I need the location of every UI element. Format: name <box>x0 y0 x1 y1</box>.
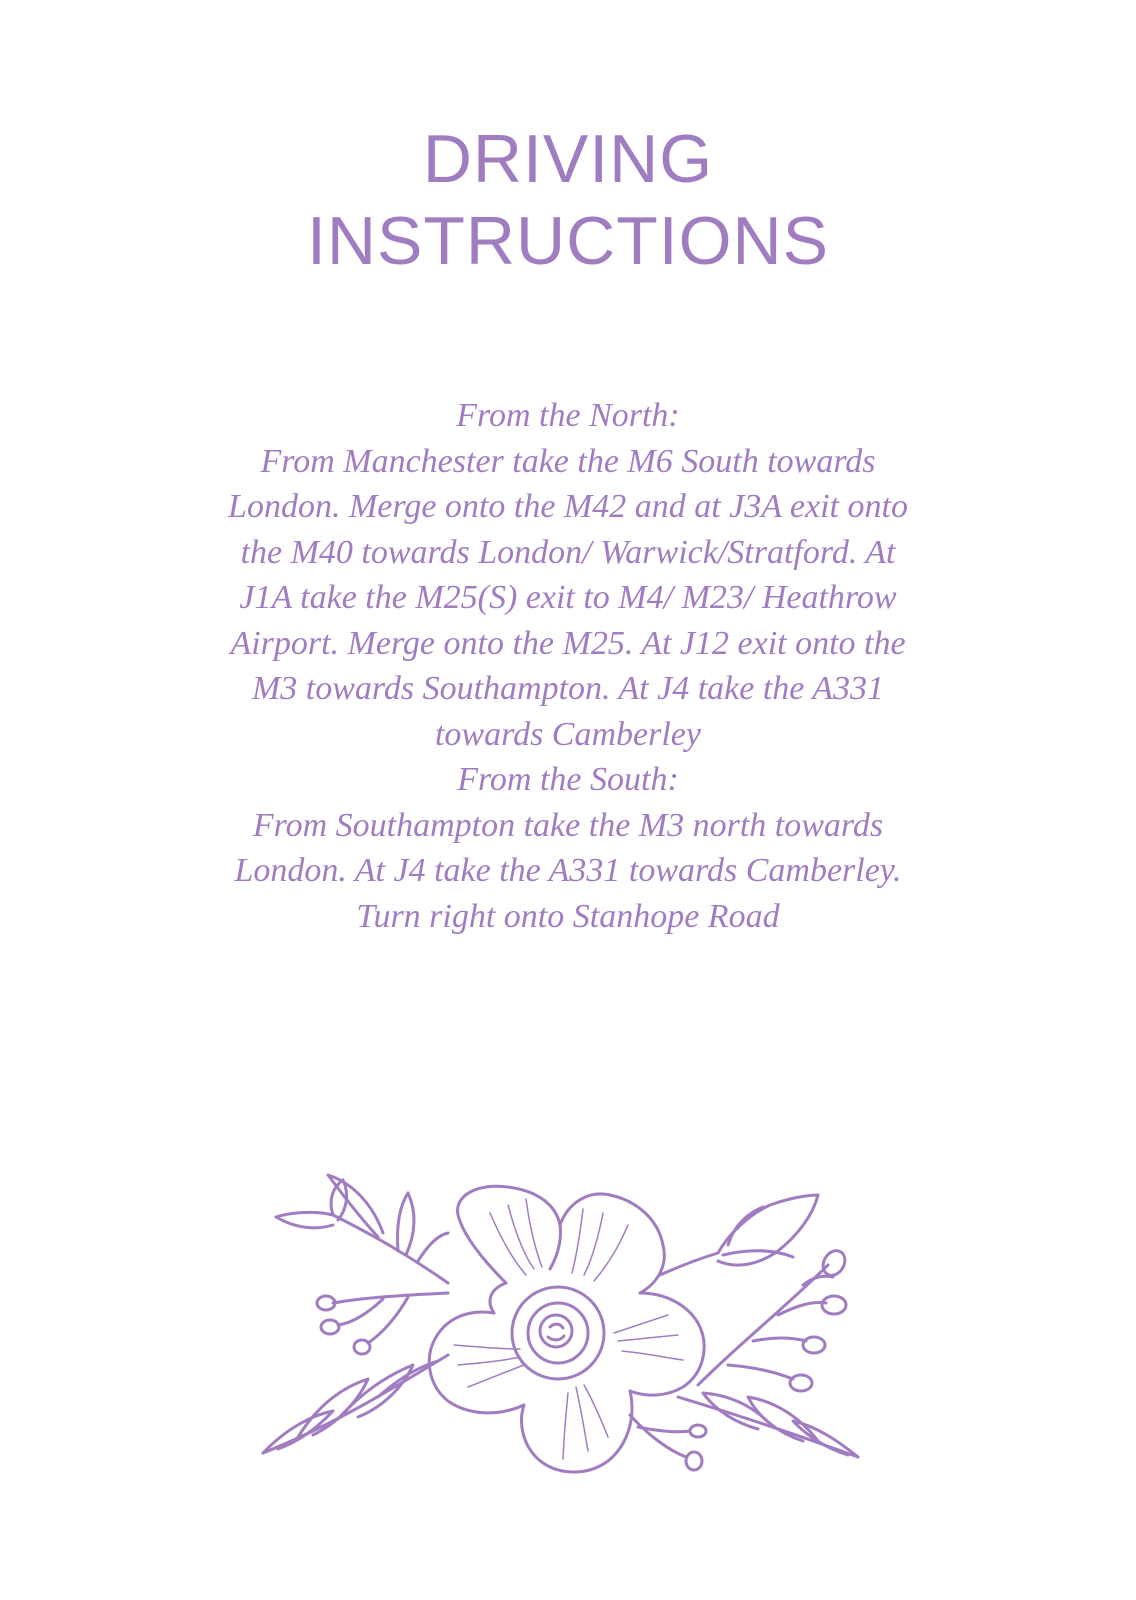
flower-center-icon <box>512 1287 604 1379</box>
north-line: the M40 towards London/ Warwick/Stratford. At <box>240 533 896 571</box>
directions-text <box>168 393 968 939</box>
south-heading: From the South: <box>457 761 679 798</box>
title-line-1: DRIVING <box>422 121 714 197</box>
bottom-buds-icon <box>630 1415 706 1470</box>
north-line: London. Merge onto the M42 and at J3A exit onto <box>228 488 908 525</box>
north-heading: From the North: <box>456 397 680 434</box>
right-bud-icon <box>660 1195 818 1275</box>
north-line: Airport. Merge onto the M25. At J12 exit onto the <box>230 624 906 662</box>
flower-petals-icon <box>429 1186 704 1472</box>
south-line: From Southampton take the M3 north towards <box>252 806 884 844</box>
north-line: From Manchester take the M6 South towards <box>260 442 876 480</box>
page-title <box>0 118 1136 282</box>
floral-illustration-icon <box>258 1165 878 1485</box>
title-line-2: INSTRUCTIONS <box>307 203 829 279</box>
south-line: Turn right onto Stanhope Road <box>356 897 780 935</box>
petal-veins-icon <box>454 1199 683 1459</box>
north-line: towards Camberley <box>434 715 701 753</box>
right-buds-icon <box>698 1247 849 1391</box>
left-stem-icon <box>276 1175 448 1283</box>
north-line: M3 towards Southampton. At J4 take the A331 <box>251 670 885 707</box>
north-line: J1A take the M25(S) exit to M4/ M23/ Heathrow <box>239 579 897 616</box>
left-leaf-icon <box>263 1355 448 1453</box>
south-line: London. At J4 take the A331 towards Camberley. <box>234 852 902 889</box>
right-leaf-icon <box>678 1393 858 1457</box>
left-buds-icon <box>317 1293 448 1354</box>
